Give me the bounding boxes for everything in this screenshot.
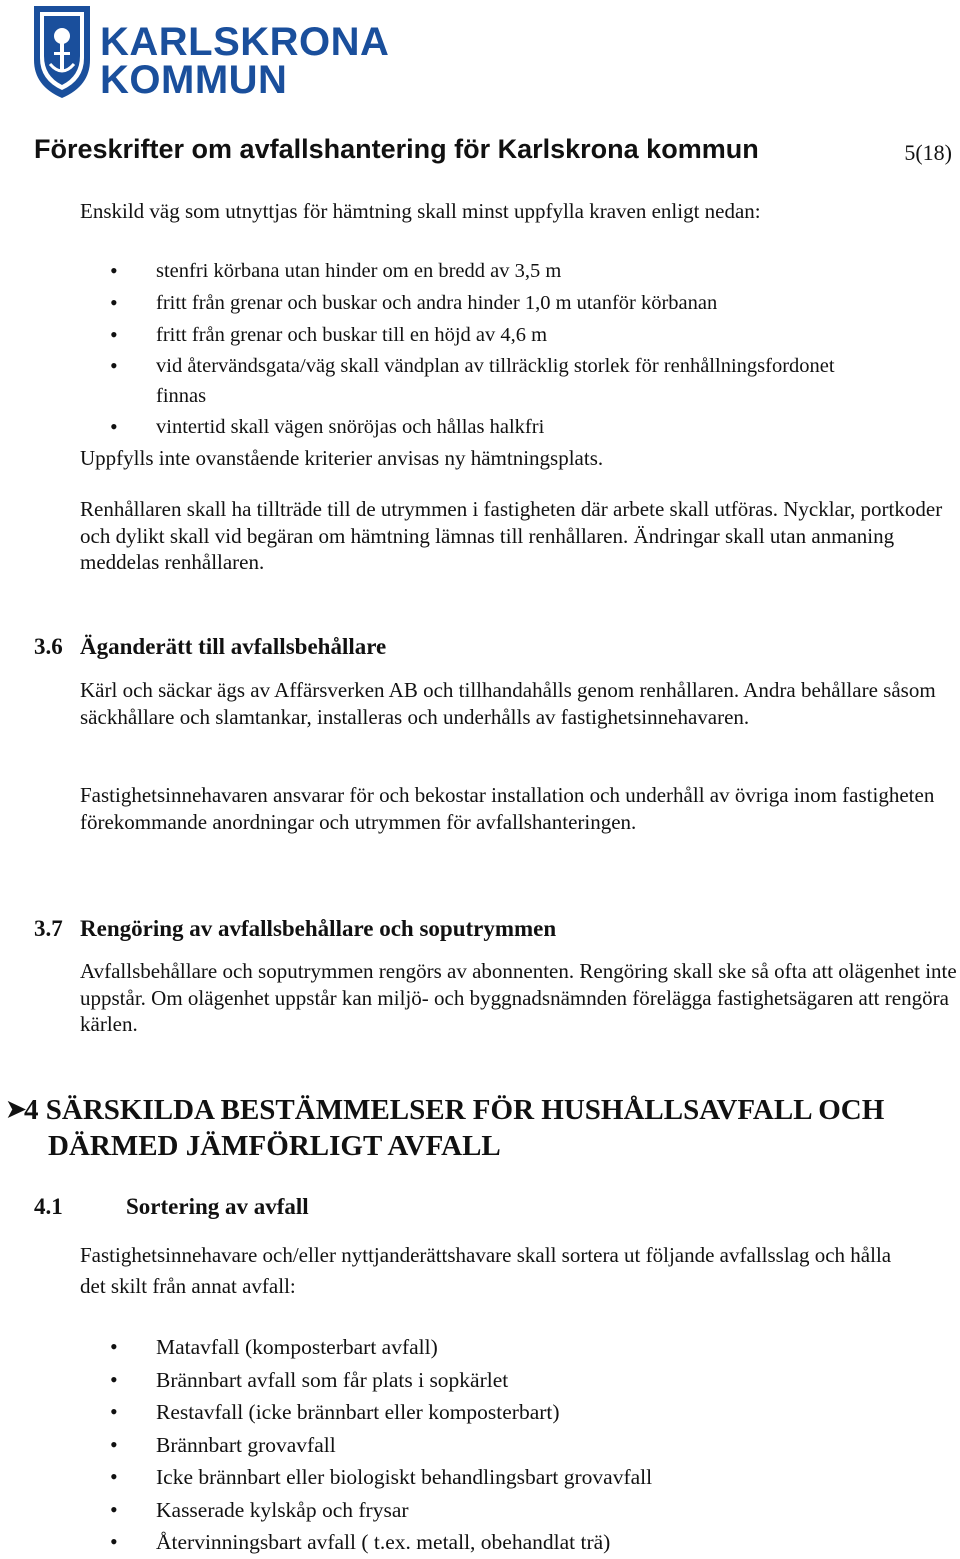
list-item: • stenfri körbana utan hinder om en bredd av 3,5 m (80, 255, 940, 287)
section-number: 3.6 (34, 634, 63, 659)
section-3-6-paragraph-1: Kärl och säckar ägs av Affärsverken AB och tillhandahålls genom renhållaren. Andra behållare såsom säckhållare och slamtankar, installeras och underhålls av fastighetsinnehavaren. (80, 678, 936, 729)
section-3-7-paragraph: Avfallsbehållare och soputrymmen rengörs av abonnenten. Rengöring skall ske så ofta att olägenhet inte uppstår. Om olägenhet uppstår kan miljö- och byggnadsnämnden förelägga fastighetsägaren att rengöra kärlen. (80, 959, 957, 1036)
section-number: 4.1 (34, 1194, 63, 1219)
section-4-title-line-1: 4 SÄRSKILDA BESTÄMMELSER FÖR HUSHÅLLSAVFALL OCH (24, 1094, 885, 1126)
section-4-title-line-2: DÄRMED JÄMFÖRLIGT AVFALL (48, 1130, 501, 1162)
list-item: • fritt från grenar och buskar och andra hinder 1,0 m utanför körbanan (80, 287, 940, 319)
document-title: Föreskrifter om avfallshantering för Karlskrona kommun (34, 134, 759, 164)
list-item: • Matavfall (komposterbart avfall) (80, 1331, 940, 1364)
list-item: • fritt från grenar och buskar till en höjd av 4,6 m (80, 319, 940, 351)
karlskrona-logo (30, 2, 440, 102)
list-item: • Restavfall (icke brännbart eller komposterbart) (80, 1396, 940, 1429)
list-item: • vintertid skall vägen snöröjas och hållas halkfri (80, 411, 940, 443)
sorting-list (80, 1331, 940, 1559)
logo-line-1: KARLSKRONA (100, 20, 390, 64)
list-item: • Brännbart avfall som får plats i sopkärlet (80, 1364, 940, 1397)
page-number: 5(18) (904, 140, 952, 165)
list-item: • Återvinningsbart avfall ( t.ex. metall, obehandlat trä) (80, 1526, 940, 1559)
section-3-7-heading (34, 916, 556, 942)
list-item: • Icke brännbart eller biologiskt behandlingsbart grovavfall (80, 1461, 940, 1494)
heading-marker-icon: ➤ (6, 1097, 27, 1123)
section-3-6-heading (34, 634, 386, 660)
section-4-1-paragraph: Fastighetsinnehavare och/eller nyttjanderättshavare skall sortera ut följande avfallsslag och hålla det skilt från annat avfall: (80, 1243, 892, 1298)
section-title: Äganderätt till avfallsbehållare (80, 634, 387, 659)
coat-of-arms-icon (30, 2, 94, 100)
section-title: Rengöring av avfallsbehållare och soputrymmen (80, 916, 557, 941)
list-item: • vid återvändsgata/väg skall vändplan av tillräcklig storlek för renhållningsfordonet finnas (80, 351, 836, 411)
after-list-text: Uppfylls inte ovanstående kriterier anvisas ny hämtningsplats. (80, 446, 604, 470)
list-item: • Kasserade kylskåp och frysar (80, 1494, 940, 1527)
intro-text: Enskild väg som utnyttjas för hämtning skall minst uppfylla kraven enligt nedan: (80, 199, 761, 223)
section-4-1-heading (34, 1194, 309, 1220)
logo-line-2: KOMMUN (100, 58, 288, 102)
road-requirements-list (80, 255, 940, 443)
section-3-6-paragraph-2: Fastighetsinnehavaren ansvarar för och bekostar installation och underhåll av övriga inom fastigheten förekommande anordningar och utrymmen för avfallshanteringen. (80, 783, 935, 834)
section-number: 3.7 (34, 916, 63, 941)
list-item: • Brännbart grovavfall (80, 1429, 940, 1462)
section-title: Sortering av avfall (126, 1194, 309, 1219)
access-paragraph: Renhållaren skall ha tillträde till de utrymmen i fastigheten där arbete skall utföras. Nycklar, portkoder och dylikt skall vid begäran om hämtning lämnas till renhållaren. Ändringar skall utan anmaning meddelas renhållaren. (80, 497, 943, 574)
